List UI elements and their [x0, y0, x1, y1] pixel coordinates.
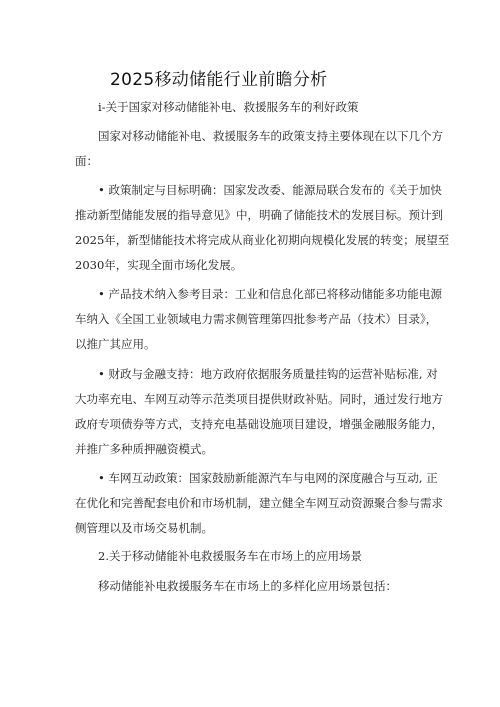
intro-line-1: 国家对移动储能补电、救援服务车的政策支持主要体现在以下几个方: [98, 129, 443, 143]
intro-line-2: 面：: [75, 154, 98, 168]
bullet1-line-3: 2025年，新型储能技术将完成从商业化初期向规模化发展的转变；展望至: [75, 233, 450, 247]
bullet3-line-3: 政府专项债券等方式，支持充电基础设施项目建设，增强金融服务能力，: [75, 417, 443, 431]
section2-heading: 2.关于移动储能补电救援服务车在市场上的应用场景: [98, 549, 362, 563]
bullet2-line-2: 车纳入《全国工业领域电力需求侧管理第四批参考产品（技术）目录》，: [75, 312, 438, 326]
bullet3-line-4: 并推广多种质押融资模式。: [75, 442, 213, 456]
bullet3-line-1: • 财政与金融支持：地方政府依据服务质量挂钩的运营补贴标准, 对: [98, 367, 438, 381]
bullet3-line-2: 大功率充电、车网互动等示范类项目提供财政补贴。同时，通过发行地方: [75, 392, 443, 406]
bullet4-line-3: 侧管理以及市场交易机制。: [75, 521, 213, 535]
bullet4-line-2: 在优化和完善配套电价和市场机制，建立健全车网互动资源聚合参与需求: [75, 496, 443, 510]
section1-heading: i-关于国家对移动储能补电、救援服务车的利好政策: [98, 100, 359, 114]
bullet1-line-4: 2030年，实现全面市场化发展。: [75, 258, 243, 272]
bullet2-line-1: • 产品技术纳入参考目录：工业和信息化部已将移动储能多功能电源: [98, 287, 442, 301]
bullet4-line-1: • 车网互动政策：国家鼓励新能源汽车与电网的深度融合与互动, 正: [98, 471, 438, 485]
bullet1-line-1: • 政策制定与目标明确：国家发改委、能源局联合发布的《关于加快: [98, 183, 442, 197]
document-title: 2025移动储能行业前瞻分析: [110, 70, 328, 90]
bullet2-line-3: 以推广其应用。: [75, 337, 156, 351]
bullet1-line-2: 推动新型储能发展的指导意见》中，明确了储能技术的发展目标。预计到: [75, 208, 443, 222]
section2-intro: 移动储能补电救援服务车在市场上的多样化应用场景包括：: [98, 579, 397, 593]
